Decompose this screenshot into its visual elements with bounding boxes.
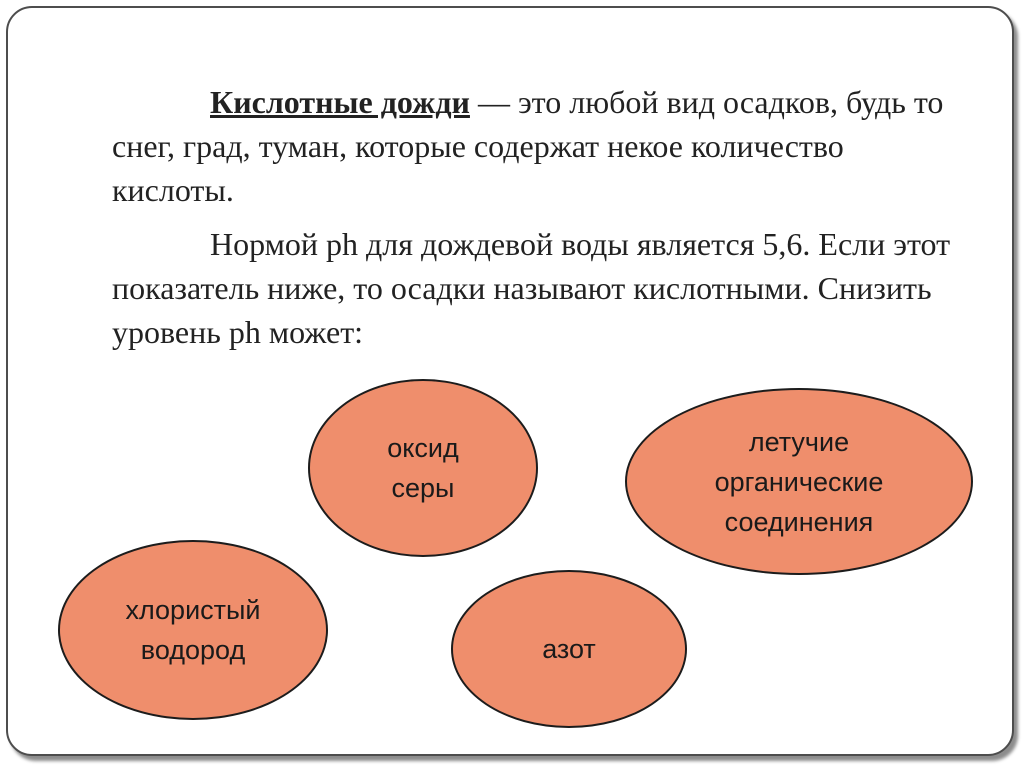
oval-volatile-organic-compounds-text bbox=[715, 422, 884, 542]
oval-label: оксид bbox=[387, 433, 459, 463]
oval-hydrogen-chloride bbox=[58, 540, 328, 720]
oval-label: хлористый bbox=[125, 595, 261, 625]
slide-text-block bbox=[112, 80, 952, 354]
oval-label: азот bbox=[542, 634, 596, 664]
oval-sulfur-oxide bbox=[308, 379, 538, 557]
oval-label: соединения bbox=[724, 506, 874, 537]
ph-paragraph: Нормой ph для дождевой воды является 5,6. Если этот показатель ниже, то осадки называют кислотными. Снизить уровень ph может: bbox=[112, 226, 951, 350]
definition-paragraph bbox=[112, 80, 952, 212]
oval-hydrogen-chloride-text bbox=[125, 590, 260, 670]
oval-label: летучие bbox=[748, 426, 850, 457]
definition-text: — это любой вид осадков, будь то снег, град, туман, которые содержат некое количество кислоты. bbox=[112, 84, 944, 208]
oval-nitrogen-text bbox=[542, 629, 596, 669]
term-acid-rain: Кислотные дожди bbox=[210, 84, 470, 120]
oval-nitrogen bbox=[451, 570, 687, 728]
oval-label: серы bbox=[391, 473, 455, 503]
oval-label: органические bbox=[714, 466, 884, 497]
oval-label: водород bbox=[140, 635, 246, 665]
oval-sulfur-oxide-text bbox=[387, 428, 458, 508]
oval-volatile-organic-compounds bbox=[625, 388, 973, 575]
